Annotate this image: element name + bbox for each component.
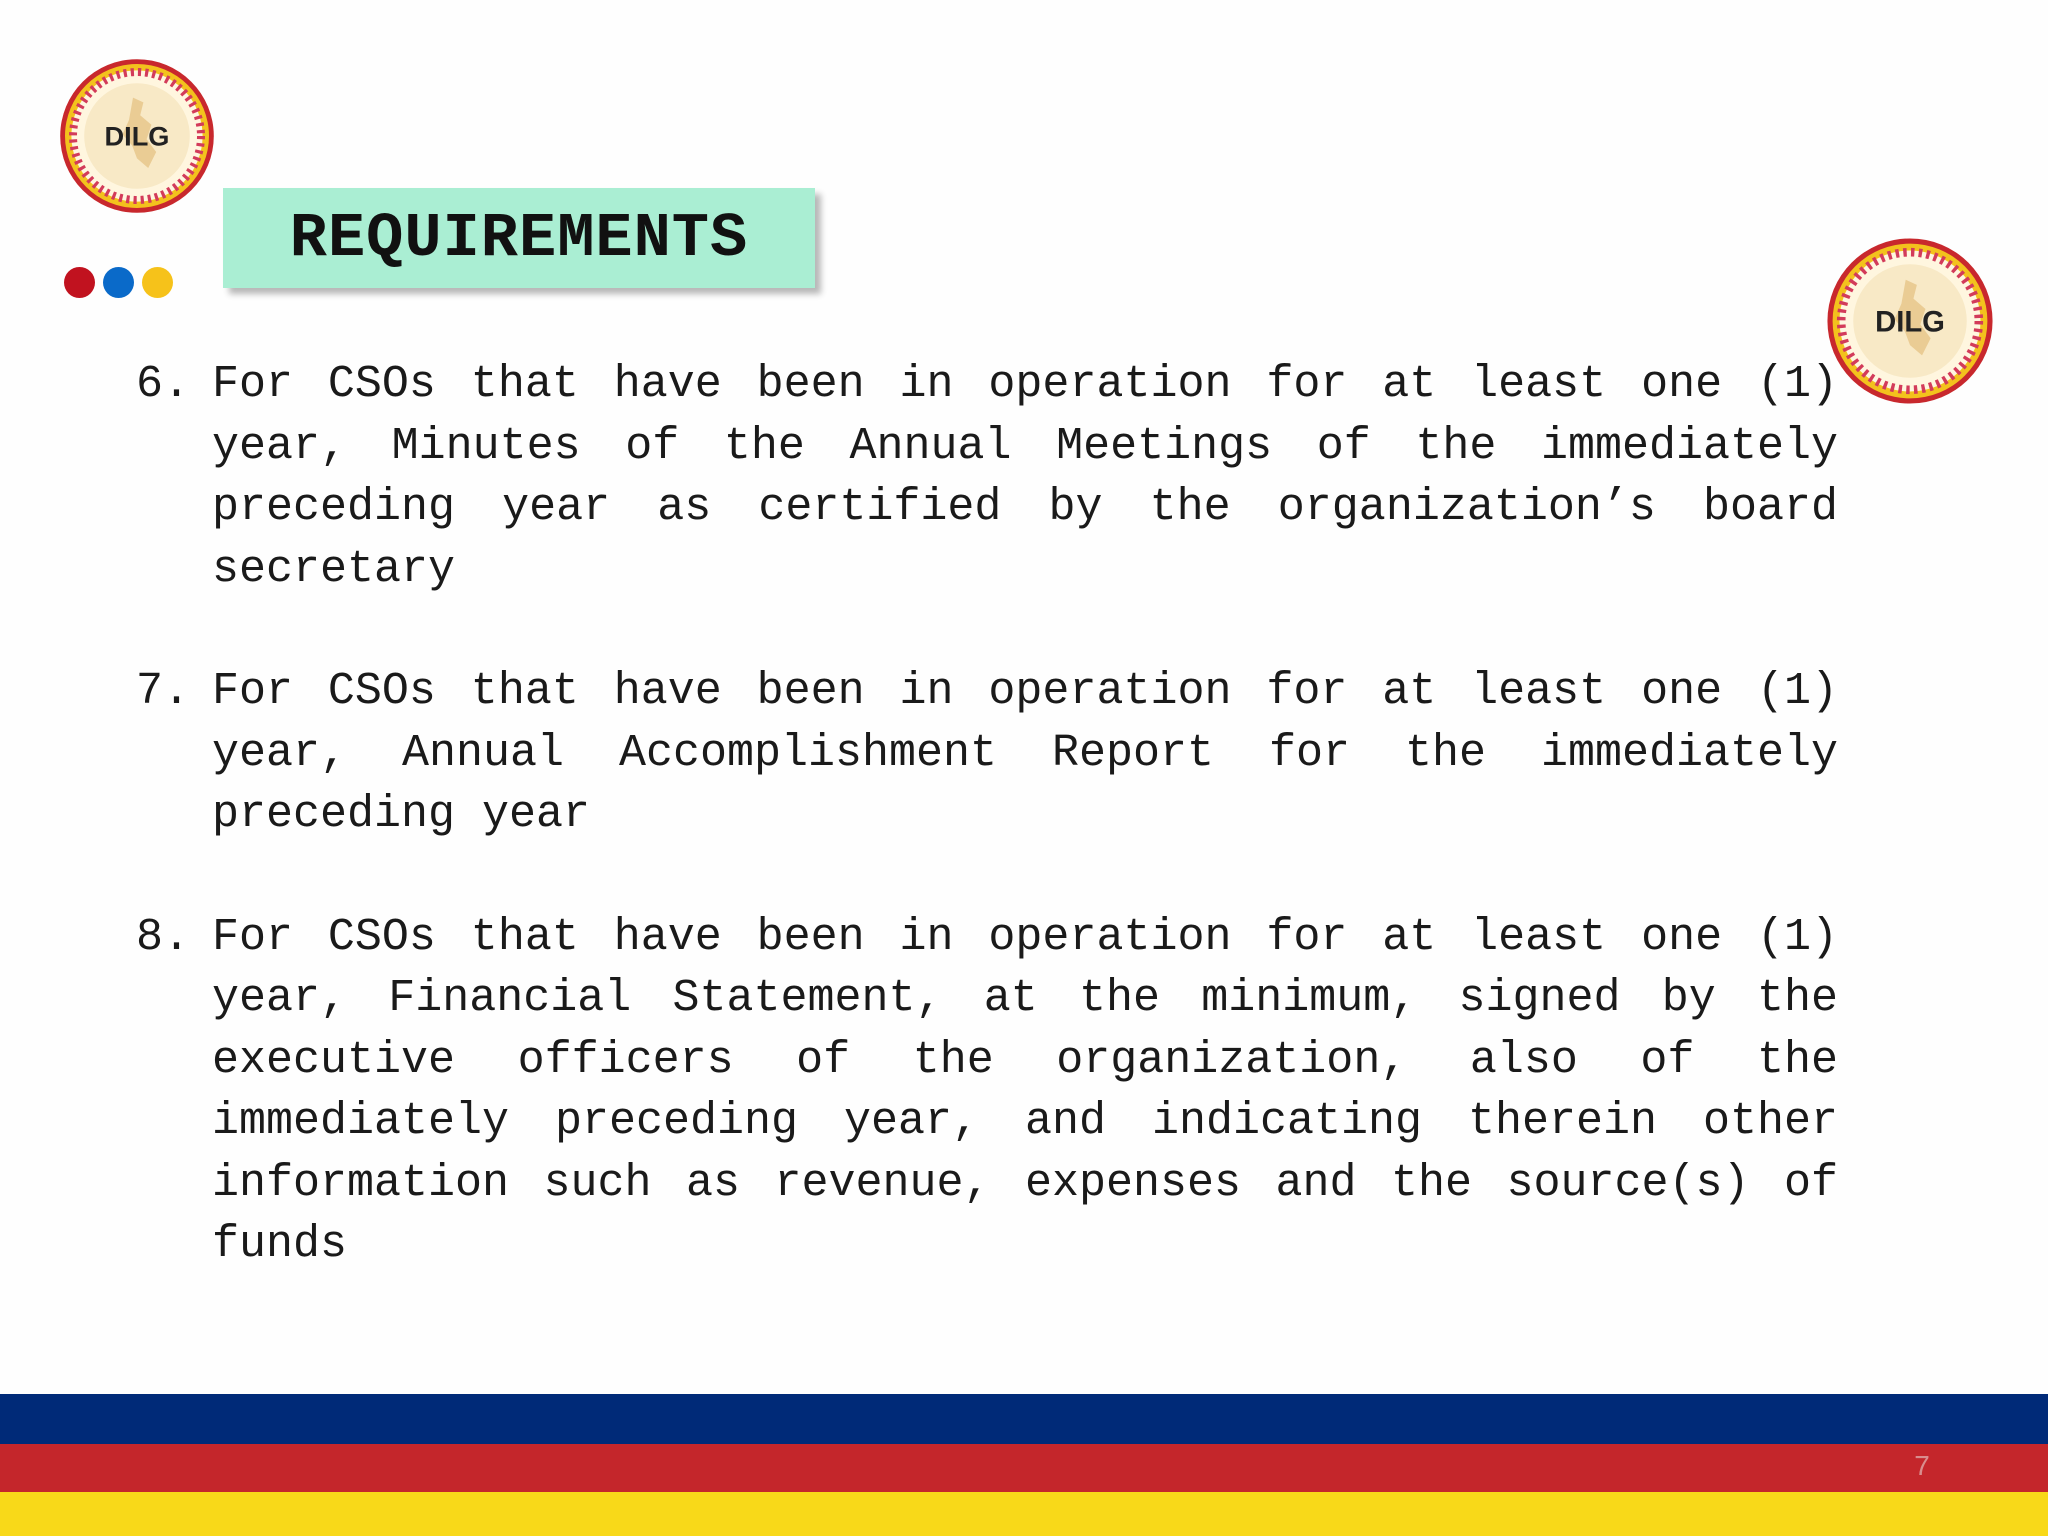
- list-item: [136, 661, 1838, 846]
- yellow-dot-icon: [142, 267, 173, 298]
- item-text: For CSOs that have been in operation for at least one (1) year, Financial Statement, at the minimum, signed by the executive officers of the organization, also of the immediately preceding year, and indicating therein other information such as revenue, expenses and the source(s) of funds: [212, 911, 1838, 1270]
- item-text: For CSOs that have been in operation for at least one (1) year, Annual Accomplishment Report for the immediately preceding year: [212, 666, 1838, 840]
- red-dot-icon: [64, 267, 95, 298]
- item-number: 7.: [136, 666, 191, 717]
- footer-stripe-red: [0, 1444, 2048, 1492]
- page-title: REQUIREMENTS: [289, 202, 749, 274]
- footer-stripe-yellow: [0, 1492, 2048, 1536]
- dilg-seal-logo-right: [1824, 235, 1996, 407]
- dilg-seal-icon: [1824, 235, 1996, 407]
- decorative-dots: [64, 267, 173, 298]
- list-item: [136, 354, 1838, 600]
- item-text: For CSOs that have been in operation for at least one (1) year, Minutes of the Annual Meetings of the immediately preceding year as certified by the organization’s board secretary: [212, 359, 1838, 595]
- dilg-seal-logo: [57, 56, 217, 216]
- svg-text:DILG: DILG: [104, 120, 170, 152]
- list-item: [136, 907, 1838, 1276]
- title-banner: [223, 188, 815, 288]
- item-number: 6.: [136, 359, 191, 410]
- blue-dot-icon: [103, 267, 134, 298]
- footer-stripe-blue: [0, 1394, 2048, 1444]
- dilg-seal-icon: [57, 56, 217, 216]
- svg-text:DILG: DILG: [1875, 306, 1945, 339]
- requirements-list: [136, 354, 1838, 1337]
- item-number: 8.: [136, 911, 191, 963]
- page-number: 7: [1914, 1450, 1930, 1481]
